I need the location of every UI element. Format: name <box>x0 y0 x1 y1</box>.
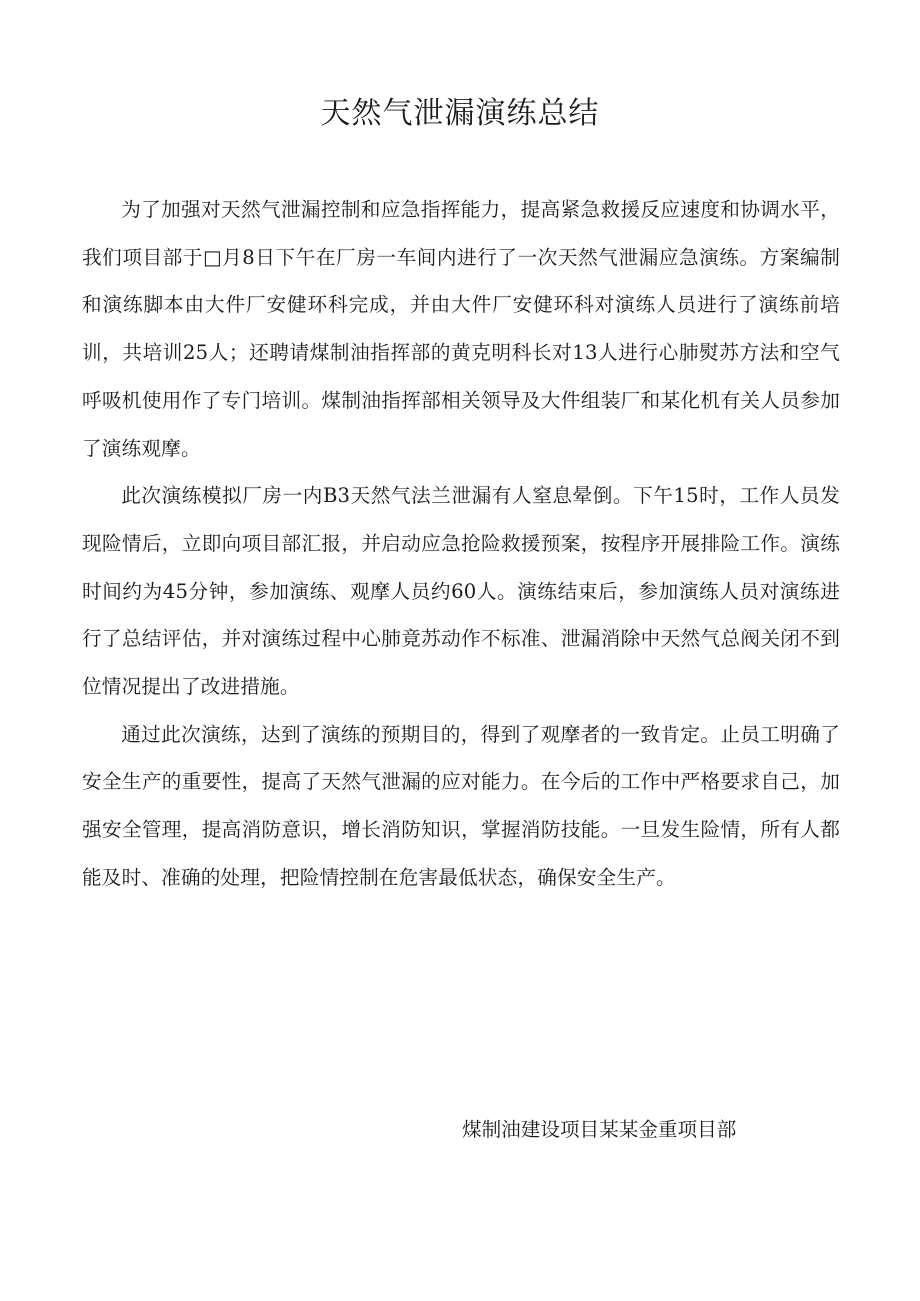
paragraph-3: 通过此次演练，达到了演练的预期目的，得到了观摩者的一致肯定。止员工明确了安全生产的重要性，提高了天然气泄漏的应对能力。在今后的工作中严格要求自己，加强安全管理，提高消防意识，增长消防知识，掌握消防技能。一旦发生险情，所有人都能及时、准确的处理，把险情控制在危害最低状态，确保安全生产。 <box>82 722 840 889</box>
document-title: 天然气泄漏演练总结 <box>320 96 600 131</box>
paragraph-1: 为了加强对天然气泄漏控制和应急指挥能力，提高紧急救援反应速度和协调水平，我们项目部于□月8日下午在厂房一车间内进行了一次天然气泄漏应急演练。方案编制和演练脚本由大件厂安健环科完成，并由大件厂安健环科对演练人员进行了演练前培训，共培训25人；还聘请煤制油指挥部的黄克明科长对13人进行心肺熨苏方法和空气呼吸机使用作了专门培训。煤制油指挥部相关领导及大件组装厂和某化机有关人员参加了演练观摩。 <box>82 198 840 460</box>
signature-organization: 煤制油建设项目某某金重项目部 <box>462 1118 737 1141</box>
paragraph-2: 此次演练模拟厂房一内B3天然气法兰泄漏有人窒息晕倒。下午15时，工作人员发现险情后，立即向项目部汇报，并启动应急抢险救援预案，按程序开展排险工作。演练时间约为45分钟，参加演练、观摩人员约60人。演练结束后，参加演练人员对演练进行了总结评估，并对演练过程中心肺竟苏动作不标准、泄漏消除中天然气总阀关闭不到位情况提出了改进措施。 <box>82 484 840 699</box>
document-body <box>82 186 840 902</box>
